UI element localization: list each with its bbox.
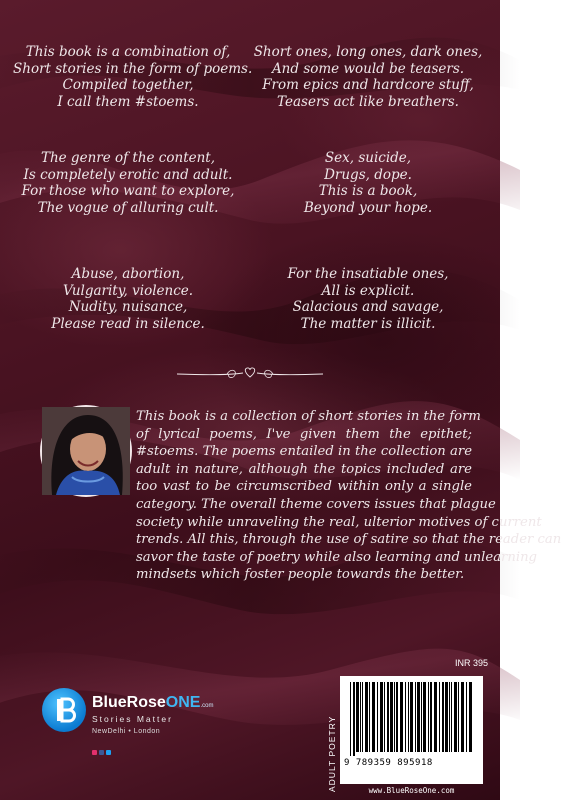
barcode-bar bbox=[356, 682, 359, 752]
poem-line: Sex, suicide, bbox=[324, 150, 412, 166]
barcode-bar bbox=[445, 682, 448, 752]
description-line: category. The overall theme covers issues that plague bbox=[136, 496, 496, 512]
poem-line: Beyond your hope. bbox=[303, 199, 433, 216]
bluerose-b-logo-icon bbox=[42, 688, 86, 732]
poem-line: Compiled together, bbox=[62, 77, 194, 93]
barcode-bar bbox=[387, 682, 389, 752]
social-icons bbox=[92, 740, 113, 759]
barcode-bar bbox=[461, 682, 464, 752]
barcode-bar bbox=[372, 682, 375, 752]
publisher-logo-block bbox=[42, 688, 242, 748]
poem-line: Is completely erotic and adult. bbox=[23, 166, 233, 183]
barcode-bar bbox=[442, 682, 444, 752]
barcode-bar bbox=[428, 682, 429, 752]
barcode-bar bbox=[369, 682, 370, 752]
poem-line: Salacious and savage, bbox=[292, 299, 444, 315]
barcode-bar bbox=[417, 682, 420, 752]
poem-line: Teasers act like breathers. bbox=[277, 93, 459, 110]
heart-divider-ornament bbox=[175, 362, 325, 382]
barcode-bar bbox=[423, 682, 426, 752]
barcode-bar bbox=[434, 682, 437, 752]
barcode-bar bbox=[430, 682, 432, 752]
poem-line: And some would be teasers. bbox=[271, 60, 465, 77]
barcode-bar bbox=[390, 682, 393, 752]
description-line: of lyrical poems, I've given them the epithet; bbox=[136, 426, 472, 442]
barcode-bar bbox=[449, 682, 450, 752]
poem-line: Abuse, abortion, bbox=[71, 266, 185, 282]
isbn-barcode bbox=[340, 676, 483, 784]
price-label: INR 395 bbox=[455, 658, 489, 668]
facebook-icon bbox=[99, 750, 104, 755]
poem-stanza-5 bbox=[13, 266, 243, 332]
genre-label: ADULT POETRY bbox=[327, 715, 337, 792]
poem-line: For the insatiable ones, bbox=[287, 266, 449, 282]
instagram-icon bbox=[92, 750, 97, 755]
poem-stanza-3 bbox=[13, 150, 243, 216]
description-line: #stoems. The poems entailed in the collection are bbox=[136, 444, 472, 460]
book-description bbox=[136, 408, 561, 584]
poem-line: For those who want to explore, bbox=[21, 183, 235, 199]
poem-line: Nudity, nuisance, bbox=[68, 299, 188, 315]
poem-line: The vogue of alluring cult. bbox=[37, 199, 219, 216]
heart-icon bbox=[245, 368, 254, 377]
poem-line: Please read in silence. bbox=[51, 315, 205, 332]
barcode-bar bbox=[451, 682, 452, 752]
poem-stanza-6 bbox=[253, 266, 483, 332]
publisher-tagline: Stories Matter bbox=[92, 714, 173, 724]
barcode-bar bbox=[405, 682, 406, 752]
barcode-bar bbox=[384, 682, 385, 752]
barcode-bar bbox=[415, 682, 416, 752]
poem-line: All is explicit. bbox=[321, 282, 415, 299]
barcode-bar bbox=[377, 682, 378, 752]
poem-line: I call them #stoems. bbox=[57, 93, 199, 110]
barcode-bar bbox=[454, 682, 457, 752]
description-line: savor the taste of poetry while also learning and unlearning bbox=[136, 549, 538, 565]
publisher-domain-suffix: .com bbox=[200, 703, 214, 709]
barcode-bar bbox=[421, 682, 422, 752]
barcode-bar bbox=[362, 682, 363, 752]
barcode-bar bbox=[365, 682, 368, 752]
poem-line: Drugs, dope. bbox=[324, 166, 412, 183]
author-photo bbox=[40, 405, 132, 497]
barcode-bar bbox=[439, 682, 440, 752]
publisher-name-main: BlueRose bbox=[92, 694, 166, 711]
poem-line: The matter is illicit. bbox=[300, 315, 436, 332]
poem-line: Short ones, long ones, dark ones, bbox=[253, 44, 483, 60]
barcode-bar bbox=[360, 682, 361, 752]
publisher-name-accent: ONE bbox=[165, 694, 201, 711]
publisher-website: www.BlueRoseOne.com bbox=[368, 786, 455, 795]
publisher-name bbox=[92, 694, 213, 712]
barcode-bars bbox=[340, 676, 483, 758]
poem-line: Short stories in the form of poems. bbox=[13, 60, 253, 77]
barcode-bar bbox=[380, 682, 383, 752]
poem-line: Vulgarity, violence. bbox=[62, 282, 194, 299]
isbn-number: 9 789359 895918 bbox=[344, 758, 433, 768]
barcode-bar bbox=[469, 682, 472, 752]
twitter-icon bbox=[106, 750, 111, 755]
description-line: mindsets which foster people towards the better. bbox=[136, 567, 465, 583]
poem-stanza-4 bbox=[253, 150, 483, 216]
poem-line: The genre of the content, bbox=[40, 150, 216, 166]
description-line: This book is a collection of short stories in the form bbox=[136, 409, 481, 424]
poem-stanza-1 bbox=[13, 44, 253, 110]
barcode-bar bbox=[394, 682, 395, 752]
barcode-bar bbox=[400, 682, 403, 752]
barcode-bar bbox=[396, 682, 398, 752]
barcode-bar bbox=[466, 682, 467, 752]
barcode-bar bbox=[458, 682, 459, 752]
poem-line: From epics and hardcore stuff, bbox=[262, 77, 474, 93]
barcode-bar bbox=[350, 682, 351, 756]
barcode-bar bbox=[353, 682, 355, 756]
barcode-bar bbox=[410, 682, 413, 752]
poem-line: This is a book, bbox=[318, 183, 418, 199]
poem-line: This book is a combination of, bbox=[25, 44, 231, 60]
barcode-bar bbox=[408, 682, 409, 752]
author-portrait-image bbox=[42, 407, 130, 495]
description-line: too vast to be circumscribed within only a single bbox=[136, 479, 472, 495]
description-line: trends. All this, through the use of satire so that the reader can bbox=[136, 532, 561, 548]
publisher-cities: NewDelhi • London bbox=[92, 728, 161, 735]
poem-stanza-2 bbox=[253, 44, 483, 110]
description-line: society while unraveling the real, ulterior motives of current bbox=[136, 514, 542, 530]
description-line: adult in nature, although the topics included are bbox=[136, 461, 472, 477]
